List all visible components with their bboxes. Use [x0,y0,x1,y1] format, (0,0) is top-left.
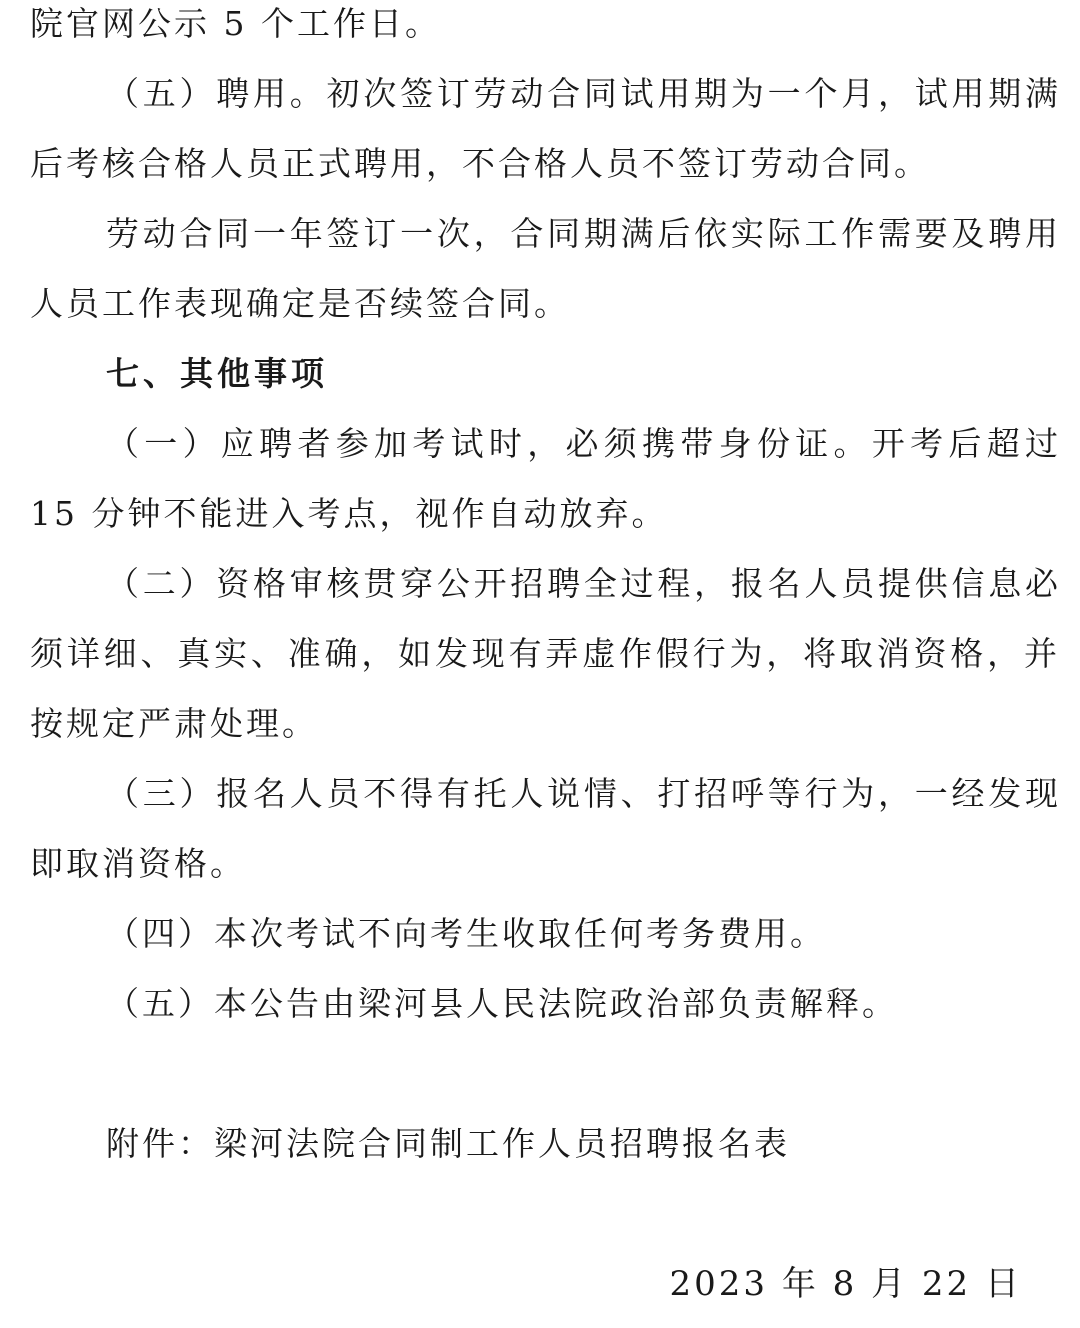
text-line: 即取消资格。 [30,844,246,883]
item-5-line: （五）本公告由梁河县人民法院政治部负责解释。 [106,984,898,1023]
document-date: 2023 年 8 月 22 日 [669,1264,1022,1304]
text-line: 院官网公示 5 个工作日。 [30,4,441,43]
item-4-line: （四）本次考试不向考生收取任何考务费用。 [106,914,826,953]
text-line: 按规定严肃处理。 [30,704,318,743]
attachment-line: 附件：梁河法院合同制工作人员招聘报名表 [106,1124,790,1163]
paragraph-hiring-line: （五）聘用。初次签订劳动合同试用期为一个月，试用期满 [106,74,1061,113]
text-line: 人员工作表现确定是否续签合同。 [30,284,570,323]
item-1-line: （一）应聘者参加考试时，必须携带身份证。开考后超过 [106,424,1061,463]
item-2-line: （二）资格审核贯穿公开招聘全过程，报名人员提供信息必 [106,564,1061,603]
text-line: 15 分钟不能进入考点，视作自动放弃。 [30,494,668,533]
item-3-line: （三）报名人员不得有托人说情、打招呼等行为，一经发现 [106,774,1061,813]
section-heading: 七、其他事项 [106,354,328,393]
text-line: 须详细、真实、准确，如发现有弄虚作假行为，将取消资格，并 [30,634,1060,673]
text-line: 后考核合格人员正式聘用，不合格人员不签订劳动合同。 [30,144,930,183]
paragraph-contract-line: 劳动合同一年签订一次，合同期满后依实际工作需要及聘用 [106,214,1061,253]
